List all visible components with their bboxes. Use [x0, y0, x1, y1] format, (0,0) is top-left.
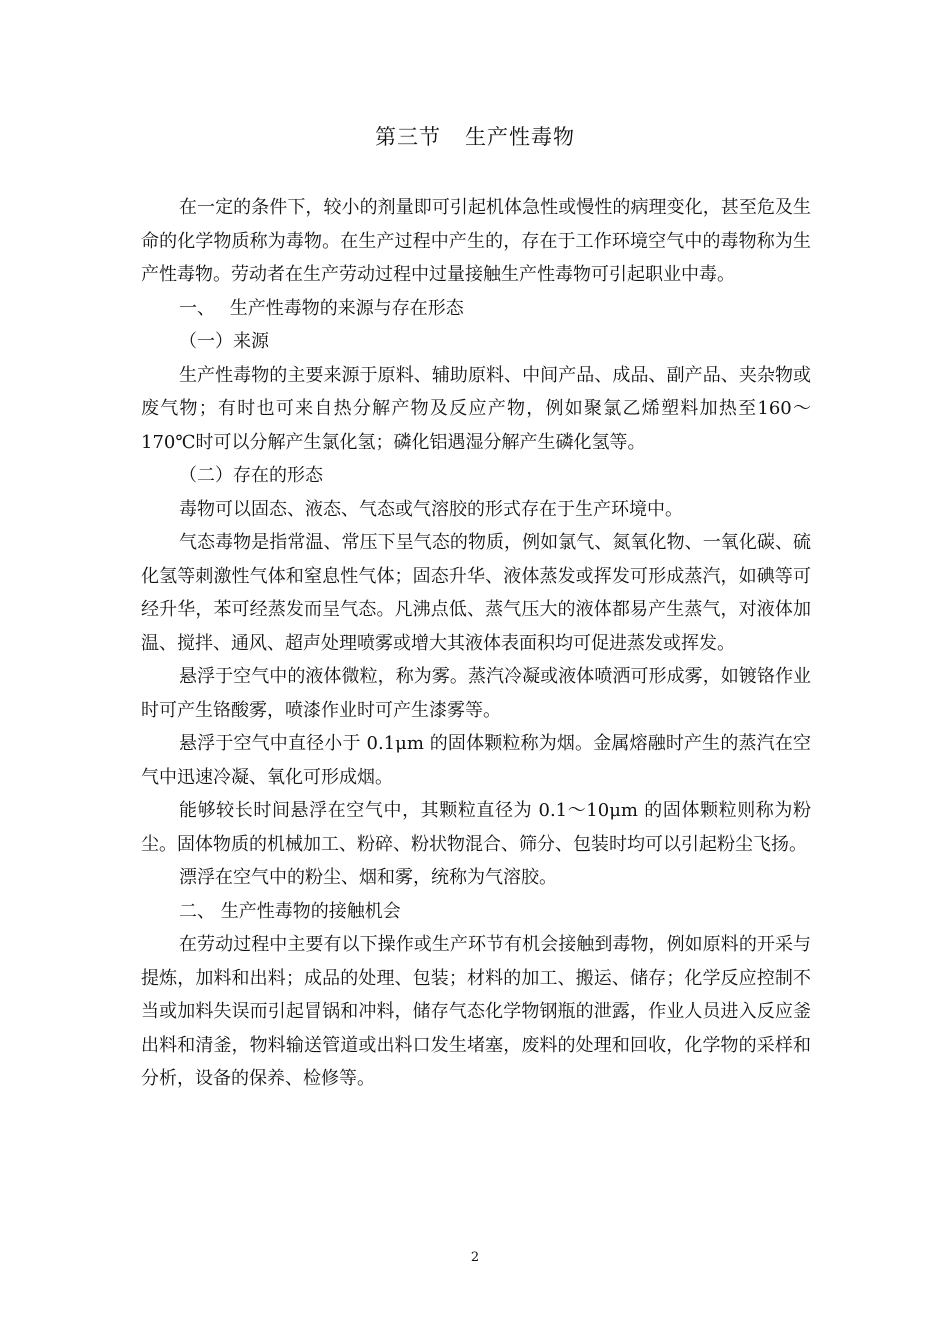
paragraph-forms-intro: 毒物可以固态、液态、气态或气溶胶的形式存在于生产环境中。: [179, 498, 683, 520]
paragraph-exposure: 在劳动过程中主要有以下操作或生产环节有机会接触到毒物，例如原料的开采与提炼，加料和出料；成品的处理、包装；材料的加工、搬运、储存；化学反应控制不当或加料失误而引起冒锅和冲料，储存气态化学物钢瓶的泄露，作业人员进入反应釜出料和清釜，物料输送管道或出料口发生堵塞，废料的处理和回收，化学物的采样和分析，设备的保养、检修等。: [141, 934, 811, 1089]
heading-source-and-forms: 一、 生产性毒物的来源与存在形态: [179, 297, 464, 319]
paragraph-dust: 能够较长时间悬浮在空气中，其颗粒直径为 0.1～10μm 的固体颗粒则称为粉尘。固体物质的机械加工、粉碎、粉状物混合、筛分、包装时均可以引起粉尘飞扬。: [141, 800, 811, 855]
body-text: [141, 191, 811, 1096]
paragraph-aerosol: 漂浮在空气中的粉尘、烟和雾，统称为气溶胶。: [179, 867, 557, 888]
heading-exposure: 二、 生产性毒物的接触机会: [179, 900, 401, 922]
paragraph-mist: 悬浮于空气中的液体微粒，称为雾。蒸汽冷凝或液体喷洒可形成雾，如镀铬作业时可产生铬酸雾，喷漆作业时可产生漆雾等。: [141, 666, 811, 721]
subheading-forms: （二）存在的形态: [179, 465, 323, 486]
subheading-source: （一）来源: [179, 331, 269, 352]
section-heading: 生产性毒物: [465, 125, 575, 149]
section-number: 第三节: [375, 125, 441, 149]
paragraph-gaseous: 气态毒物是指常温、常压下呈气态的物质，例如氯气、氮氧化物、一氧化碳、硫化氢等刺激性气体和窒息性气体；固态升华、液体蒸发或挥发可形成蒸汽，如碘等可经升华，苯可经蒸发而呈气态。凡沸点低、蒸气压大的液体都易产生蒸气，对液体加温、搅拌、通风、超声处理喷雾或增大其液体表面积均可促进蒸发或挥发。: [141, 532, 811, 654]
paragraph-fume: 悬浮于空气中直径小于 0.1μm 的固体颗粒称为烟。金属熔融时产生的蒸汽在空气中迅速冷凝、氧化可形成烟。: [141, 733, 811, 788]
page-number: 2: [470, 1250, 480, 1265]
paragraph-definition: 在一定的条件下，较小的剂量即可引起机体急性或慢性的病理变化，甚至危及生命的化学物质称为毒物。在生产过程中产生的，存在于工作环境空气中的毒物称为生产性毒物。劳动者在生产劳动过程中过量接触生产性毒物可引起职业中毒。: [141, 197, 811, 285]
paragraph-source: 生产性毒物的主要来源于原料、辅助原料、中间产品、成品、副产品、夹杂物或废气物；有时也可来自热分解产物及反应产物，例如聚氯乙烯塑料加热至160～170℃时可以分解产生氯化氢；磷化铝遇湿分解产生磷化氢等。: [141, 364, 811, 453]
section-title: [0, 122, 950, 152]
